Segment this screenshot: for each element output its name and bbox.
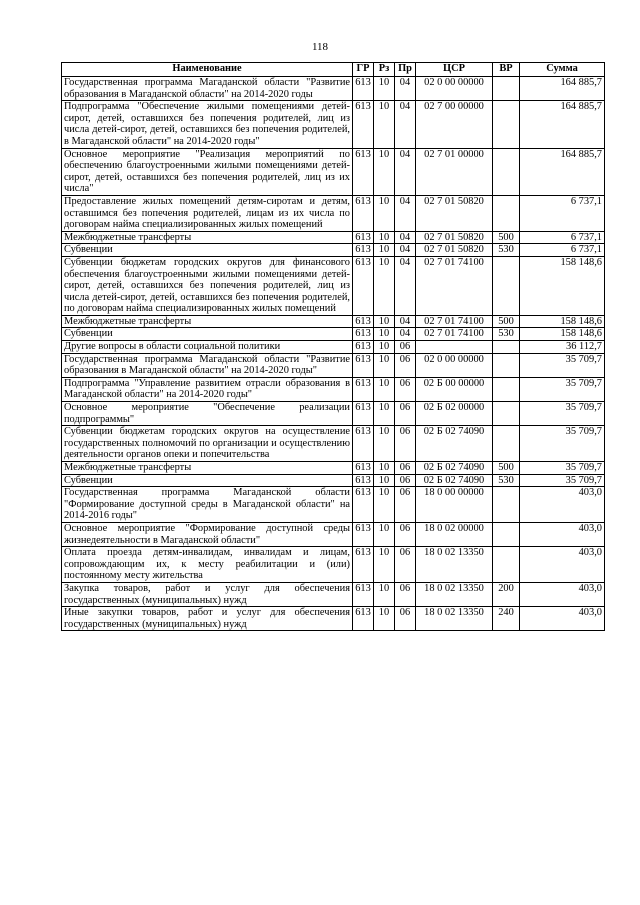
cell-vr: 530 xyxy=(493,474,520,487)
table-row xyxy=(62,353,605,377)
cell-pr: 04 xyxy=(395,328,416,341)
table-row xyxy=(62,328,605,341)
cell-name: Субвенции xyxy=(62,474,353,487)
table-body xyxy=(62,77,605,631)
header-pr: Пр xyxy=(395,63,416,77)
cell-gr: 613 xyxy=(353,487,374,523)
cell-csr: 02 Б 00 00000 xyxy=(416,377,493,401)
table-row xyxy=(62,547,605,583)
cell-vr xyxy=(493,256,520,315)
cell-pr: 06 xyxy=(395,462,416,475)
cell-rz: 10 xyxy=(374,582,395,606)
cell-name: Предоставление жилых помещений детям-сиротам и детям, оставшимся без попечения родителей, лицам из их числа по договорам найма специализированных жилых помещений xyxy=(62,195,353,231)
table-row xyxy=(62,607,605,631)
cell-csr: 18 0 02 00000 xyxy=(416,522,493,546)
cell-name: Иные закупки товаров, работ и услуг для обеспечения государственных (муниципальных) нужд xyxy=(62,607,353,631)
cell-rz: 10 xyxy=(374,231,395,244)
cell-name: Государственная программа Магаданской области "Формирование доступной среды в Магаданской области" на 2014-2016 годы" xyxy=(62,487,353,523)
cell-csr: 02 7 00 00000 xyxy=(416,101,493,148)
table-row xyxy=(62,256,605,315)
table-row xyxy=(62,474,605,487)
cell-vr xyxy=(493,377,520,401)
cell-pr: 06 xyxy=(395,474,416,487)
cell-rz: 10 xyxy=(374,462,395,475)
cell-gr: 613 xyxy=(353,582,374,606)
header-vr: ВР xyxy=(493,63,520,77)
table-row xyxy=(62,244,605,257)
cell-vr: 500 xyxy=(493,231,520,244)
cell-rz: 10 xyxy=(374,474,395,487)
cell-gr: 613 xyxy=(353,522,374,546)
cell-name: Субвенции xyxy=(62,244,353,257)
cell-csr: 02 Б 02 74090 xyxy=(416,462,493,475)
cell-pr: 04 xyxy=(395,256,416,315)
table-row xyxy=(62,377,605,401)
table-row xyxy=(62,315,605,328)
cell-csr: 18 0 00 00000 xyxy=(416,487,493,523)
cell-gr: 613 xyxy=(353,547,374,583)
cell-gr: 613 xyxy=(353,341,374,354)
cell-sum: 36 112,7 xyxy=(520,341,605,354)
cell-pr: 04 xyxy=(395,101,416,148)
table-row xyxy=(62,195,605,231)
cell-vr xyxy=(493,547,520,583)
cell-name: Субвенции xyxy=(62,328,353,341)
cell-gr: 613 xyxy=(353,474,374,487)
table-header-row xyxy=(62,63,605,77)
cell-vr xyxy=(493,426,520,462)
cell-sum: 35 709,7 xyxy=(520,462,605,475)
cell-sum: 403,0 xyxy=(520,487,605,523)
cell-name: Межбюджетные трансферты xyxy=(62,315,353,328)
cell-pr: 06 xyxy=(395,426,416,462)
cell-rz: 10 xyxy=(374,607,395,631)
cell-pr: 06 xyxy=(395,582,416,606)
cell-sum: 403,0 xyxy=(520,582,605,606)
cell-sum: 35 709,7 xyxy=(520,426,605,462)
cell-sum: 164 885,7 xyxy=(520,148,605,195)
cell-sum: 6 737,1 xyxy=(520,231,605,244)
cell-pr: 06 xyxy=(395,522,416,546)
cell-csr: 02 0 00 00000 xyxy=(416,353,493,377)
cell-csr: 02 Б 02 74090 xyxy=(416,426,493,462)
cell-csr: 02 7 01 74100 xyxy=(416,256,493,315)
cell-sum: 6 737,1 xyxy=(520,244,605,257)
cell-name: Субвенции бюджетам городских округов на осуществление государственных полномочий по организации и осуществлению деятельности органов опеки и попечительства xyxy=(62,426,353,462)
cell-sum: 403,0 xyxy=(520,547,605,583)
cell-gr: 613 xyxy=(353,607,374,631)
cell-name: Оплата проезда детям-инвалидам, инвалидам и лицам, сопровождающим их, к месту реабилитации и (или) постоянному месту жительства xyxy=(62,547,353,583)
cell-gr: 613 xyxy=(353,195,374,231)
header-sum: Сумма xyxy=(520,63,605,77)
cell-pr: 04 xyxy=(395,244,416,257)
cell-vr: 500 xyxy=(493,315,520,328)
cell-pr: 06 xyxy=(395,341,416,354)
cell-csr: 02 7 01 00000 xyxy=(416,148,493,195)
cell-rz: 10 xyxy=(374,547,395,583)
cell-gr: 613 xyxy=(353,148,374,195)
table-row xyxy=(62,487,605,523)
cell-pr: 04 xyxy=(395,195,416,231)
cell-csr xyxy=(416,341,493,354)
cell-csr: 02 7 01 74100 xyxy=(416,315,493,328)
page-number: 118 xyxy=(311,41,329,53)
cell-vr xyxy=(493,101,520,148)
cell-pr: 06 xyxy=(395,377,416,401)
cell-csr: 02 7 01 50820 xyxy=(416,195,493,231)
cell-name: Закупка товаров, работ и услуг для обеспечения государственных (муниципальных) нужд xyxy=(62,582,353,606)
cell-name: Подпрограмма "Управление развитием отрасли образования в Магаданской области" на 2014-2020 годы" xyxy=(62,377,353,401)
cell-rz: 10 xyxy=(374,148,395,195)
cell-csr: 02 7 01 50820 xyxy=(416,244,493,257)
cell-pr: 06 xyxy=(395,402,416,426)
cell-sum: 35 709,7 xyxy=(520,377,605,401)
cell-gr: 613 xyxy=(353,244,374,257)
cell-pr: 04 xyxy=(395,315,416,328)
cell-rz: 10 xyxy=(374,315,395,328)
cell-csr: 18 0 02 13350 xyxy=(416,607,493,631)
cell-sum: 403,0 xyxy=(520,607,605,631)
cell-csr: 02 Б 02 00000 xyxy=(416,402,493,426)
header-gr: ГР xyxy=(353,63,374,77)
cell-rz: 10 xyxy=(374,426,395,462)
cell-name: Основное мероприятие "Обеспечение реализации подпрограммы" xyxy=(62,402,353,426)
cell-gr: 613 xyxy=(353,315,374,328)
cell-rz: 10 xyxy=(374,244,395,257)
cell-rz: 10 xyxy=(374,341,395,354)
table-row xyxy=(62,148,605,195)
cell-name: Другие вопросы в области социальной политики xyxy=(62,341,353,354)
cell-rz: 10 xyxy=(374,77,395,101)
cell-csr: 02 7 01 50820 xyxy=(416,231,493,244)
table-row xyxy=(62,231,605,244)
cell-pr: 04 xyxy=(395,231,416,244)
cell-gr: 613 xyxy=(353,77,374,101)
table-row xyxy=(62,341,605,354)
cell-rz: 10 xyxy=(374,195,395,231)
cell-gr: 613 xyxy=(353,462,374,475)
table-row xyxy=(62,402,605,426)
cell-name: Межбюджетные трансферты xyxy=(62,231,353,244)
table-row xyxy=(62,426,605,462)
budget-table xyxy=(61,62,605,631)
cell-name: Государственная программа Магаданской области "Развитие образования в Магаданской области" на 2014-2020 годы xyxy=(62,77,353,101)
cell-gr: 613 xyxy=(353,377,374,401)
table-row xyxy=(62,462,605,475)
cell-vr xyxy=(493,341,520,354)
cell-rz: 10 xyxy=(374,487,395,523)
cell-vr: 240 xyxy=(493,607,520,631)
cell-gr: 613 xyxy=(353,353,374,377)
cell-pr: 06 xyxy=(395,353,416,377)
table-row xyxy=(62,101,605,148)
header-csr: ЦСР xyxy=(416,63,493,77)
cell-vr: 200 xyxy=(493,582,520,606)
cell-vr xyxy=(493,487,520,523)
cell-csr: 18 0 02 13350 xyxy=(416,547,493,583)
cell-vr: 530 xyxy=(493,328,520,341)
cell-sum: 6 737,1 xyxy=(520,195,605,231)
cell-sum: 35 709,7 xyxy=(520,402,605,426)
cell-name: Субвенции бюджетам городских округов для финансового обеспечения благоустроенными жилыми помещениями детей-сирот, детей, оставшихся без попечения родителей, лиц из числа детей-сирот, детей, оставшихся без попечения родителей, по договорам найма специализированных жилых помещений xyxy=(62,256,353,315)
cell-sum: 403,0 xyxy=(520,522,605,546)
cell-rz: 10 xyxy=(374,522,395,546)
header-rz: Рз xyxy=(374,63,395,77)
table-row xyxy=(62,77,605,101)
cell-pr: 06 xyxy=(395,607,416,631)
cell-name: Межбюджетные трансферты xyxy=(62,462,353,475)
cell-rz: 10 xyxy=(374,353,395,377)
cell-name: Государственная программа Магаданской области "Развитие образования в Магаданской области" на 2014-2020 годы" xyxy=(62,353,353,377)
cell-sum: 35 709,7 xyxy=(520,353,605,377)
cell-gr: 613 xyxy=(353,426,374,462)
cell-gr: 613 xyxy=(353,256,374,315)
cell-pr: 06 xyxy=(395,487,416,523)
cell-rz: 10 xyxy=(374,256,395,315)
cell-pr: 04 xyxy=(395,148,416,195)
cell-gr: 613 xyxy=(353,101,374,148)
cell-sum: 164 885,7 xyxy=(520,101,605,148)
cell-vr xyxy=(493,353,520,377)
cell-name: Подпрограмма "Обеспечение жилыми помещениями детей-сирот, детей, оставшихся без попечения родителей, лиц из числа детей-сирот, детей, оставшихся без попечения родителей, в Магаданской области" на 2014-2020 годы" xyxy=(62,101,353,148)
cell-pr: 04 xyxy=(395,77,416,101)
table-row xyxy=(62,522,605,546)
table-row xyxy=(62,582,605,606)
cell-name: Основное мероприятие "Формирование доступной среды жизнедеятельности в Магаданской области" xyxy=(62,522,353,546)
cell-sum: 158 148,6 xyxy=(520,256,605,315)
cell-sum: 35 709,7 xyxy=(520,474,605,487)
cell-vr xyxy=(493,148,520,195)
cell-csr: 02 7 01 74100 xyxy=(416,328,493,341)
cell-rz: 10 xyxy=(374,402,395,426)
cell-gr: 613 xyxy=(353,402,374,426)
cell-vr: 530 xyxy=(493,244,520,257)
cell-vr xyxy=(493,522,520,546)
cell-sum: 158 148,6 xyxy=(520,328,605,341)
cell-sum: 158 148,6 xyxy=(520,315,605,328)
cell-pr: 06 xyxy=(395,547,416,583)
header-name: Наименование xyxy=(62,63,353,77)
cell-vr xyxy=(493,402,520,426)
cell-rz: 10 xyxy=(374,101,395,148)
cell-vr xyxy=(493,195,520,231)
cell-gr: 613 xyxy=(353,231,374,244)
cell-vr xyxy=(493,77,520,101)
cell-rz: 10 xyxy=(374,377,395,401)
cell-rz: 10 xyxy=(374,328,395,341)
cell-vr: 500 xyxy=(493,462,520,475)
cell-csr: 02 0 00 00000 xyxy=(416,77,493,101)
cell-sum: 164 885,7 xyxy=(520,77,605,101)
cell-csr: 02 Б 02 74090 xyxy=(416,474,493,487)
cell-name: Основное мероприятие "Реализация мероприятий по обеспечению благоустроенными жилыми помещениями детей-сирот, детей, оставшихся без попечения родителей, лиц из их числа" xyxy=(62,148,353,195)
cell-csr: 18 0 02 13350 xyxy=(416,582,493,606)
cell-gr: 613 xyxy=(353,328,374,341)
